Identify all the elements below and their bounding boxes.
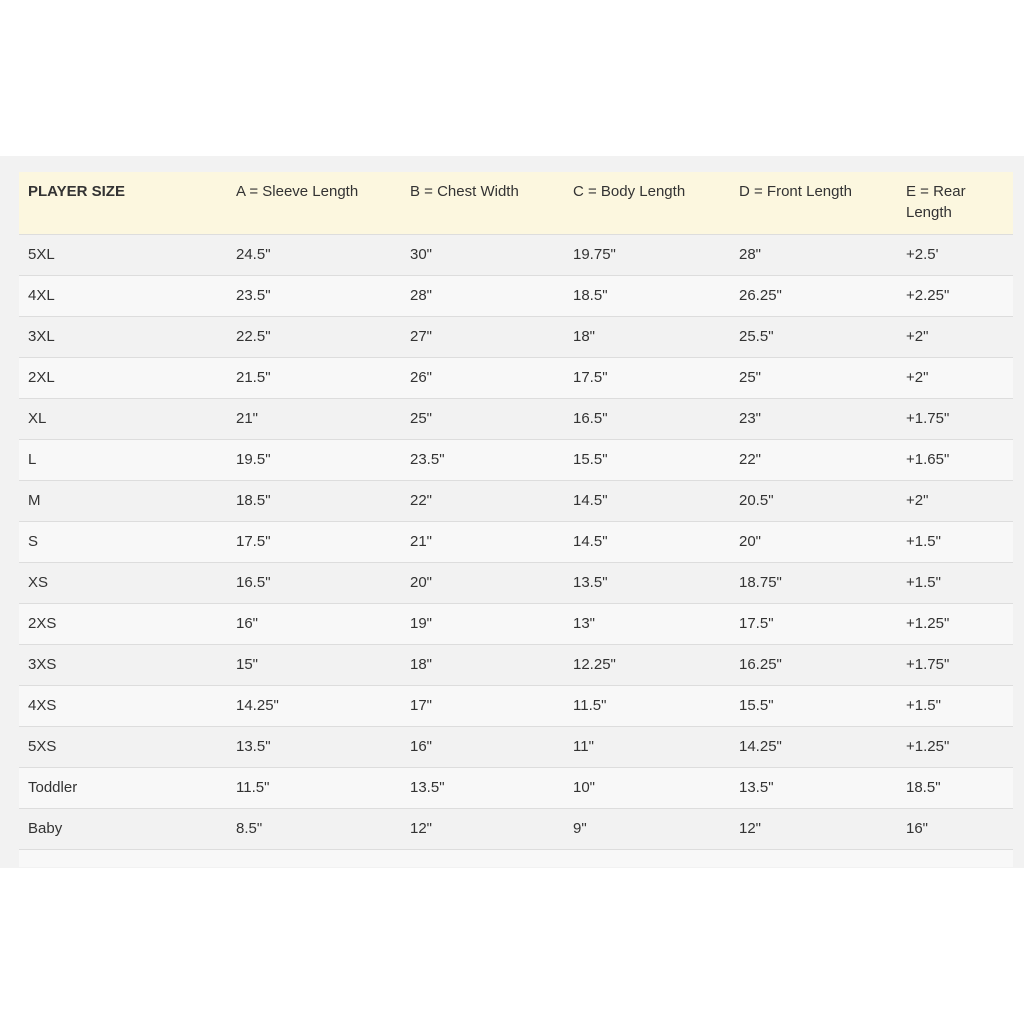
sleeve-length-cell: 13.5" <box>227 727 401 768</box>
table-row <box>19 481 1013 522</box>
table-body <box>19 235 1013 868</box>
sleeve-length-cell: 23.5" <box>227 276 401 317</box>
table-row <box>19 399 1013 440</box>
rear-length-cell: +1.65" <box>897 440 1013 481</box>
header-player-size: PLAYER SIZE <box>19 172 227 235</box>
chest-width-cell: 18" <box>401 645 564 686</box>
front-length-cell: 17.5" <box>730 604 897 645</box>
sleeve-length-cell: 19.5" <box>227 440 401 481</box>
chest-width-cell: 27" <box>401 317 564 358</box>
front-length-cell: 23" <box>730 399 897 440</box>
rear-length-cell: +1.25" <box>897 604 1013 645</box>
chest-width-cell: 19" <box>401 604 564 645</box>
table-row <box>19 358 1013 399</box>
player-size-cell: 3XS <box>19 645 227 686</box>
rear-length-cell: +1.5" <box>897 563 1013 604</box>
front-length-cell: 15.5" <box>730 686 897 727</box>
chest-width-cell: 16" <box>401 727 564 768</box>
player-size-cell: 5XL <box>19 235 227 276</box>
body-length-cell: 13" <box>564 604 730 645</box>
sleeve-length-cell: 11.5" <box>227 768 401 809</box>
chest-width-cell: 25" <box>401 399 564 440</box>
player-size-cell: Baby <box>19 809 227 850</box>
player-size-cell: 3XL <box>19 317 227 358</box>
table-row <box>19 440 1013 481</box>
rear-length-cell: +1.25" <box>897 727 1013 768</box>
front-length-cell: 25.5" <box>730 317 897 358</box>
table-row <box>19 645 1013 686</box>
front-length-cell: 20.5" <box>730 481 897 522</box>
rear-length-cell: +1.75" <box>897 399 1013 440</box>
rear-length-cell: +1.5" <box>897 686 1013 727</box>
player-size-cell: L <box>19 440 227 481</box>
header-chest-width: B = Chest Width <box>401 172 564 235</box>
table-row <box>19 563 1013 604</box>
sleeve-length-cell: 17.5" <box>227 522 401 563</box>
player-size-cell: XL <box>19 399 227 440</box>
body-length-cell: 19.75" <box>564 235 730 276</box>
front-length-cell: 14.25" <box>730 727 897 768</box>
body-length-cell: 11" <box>564 727 730 768</box>
rear-length-cell: +2.25" <box>897 276 1013 317</box>
header-sleeve-length: A = Sleeve Length <box>227 172 401 235</box>
size-chart-panel <box>0 156 1024 868</box>
front-length-cell: 25" <box>730 358 897 399</box>
front-length-cell: 20" <box>730 522 897 563</box>
sleeve-length-cell: 22.5" <box>227 317 401 358</box>
front-length-cell: 22" <box>730 440 897 481</box>
player-size-cell: Toddler <box>19 768 227 809</box>
rear-length-cell: +2" <box>897 358 1013 399</box>
front-length-cell: 12" <box>730 809 897 850</box>
body-length-cell: 9" <box>564 809 730 850</box>
player-size-cell: 5XS <box>19 727 227 768</box>
header-body-length: C = Body Length <box>564 172 730 235</box>
size-chart-table <box>19 172 1013 867</box>
rear-length-cell: 18.5" <box>897 768 1013 809</box>
chest-width-cell: 26" <box>401 358 564 399</box>
sleeve-length-cell: 14.25" <box>227 686 401 727</box>
body-length-cell: 10" <box>564 768 730 809</box>
chest-width-cell: 17" <box>401 686 564 727</box>
table-row <box>19 276 1013 317</box>
body-length-cell: 14.5" <box>564 481 730 522</box>
body-length-cell: 16.5" <box>564 399 730 440</box>
table-row <box>19 809 1013 850</box>
chest-width-cell: 30" <box>401 235 564 276</box>
player-size-cell: 2XL <box>19 358 227 399</box>
body-length-cell: 13.5" <box>564 563 730 604</box>
chest-width-cell: 12" <box>401 809 564 850</box>
table-header-row <box>19 172 1013 235</box>
rear-length-cell: +1.75" <box>897 645 1013 686</box>
sleeve-length-cell: 15" <box>227 645 401 686</box>
player-size-cell: XS <box>19 563 227 604</box>
sleeve-length-cell: 18.5" <box>227 481 401 522</box>
front-length-cell: 26.25" <box>730 276 897 317</box>
front-length-cell: 13.5" <box>730 768 897 809</box>
player-size-cell: 4XL <box>19 276 227 317</box>
table-row <box>19 317 1013 358</box>
sleeve-length-cell: 16.5" <box>227 563 401 604</box>
table-row <box>19 686 1013 727</box>
sleeve-length-cell: 16" <box>227 604 401 645</box>
table-row <box>19 604 1013 645</box>
rear-length-cell: +2" <box>897 481 1013 522</box>
chest-width-cell: 20" <box>401 563 564 604</box>
table-row <box>19 235 1013 276</box>
header-rear-length: E = Rear Length <box>897 172 1013 235</box>
body-length-cell: 18" <box>564 317 730 358</box>
table-spacer-row <box>19 850 1013 868</box>
chest-width-cell: 28" <box>401 276 564 317</box>
body-length-cell: 11.5" <box>564 686 730 727</box>
player-size-cell: S <box>19 522 227 563</box>
sleeve-length-cell: 24.5" <box>227 235 401 276</box>
body-length-cell: 12.25" <box>564 645 730 686</box>
spacer-cell <box>19 850 1013 868</box>
front-length-cell: 16.25" <box>730 645 897 686</box>
rear-length-cell: 16" <box>897 809 1013 850</box>
chest-width-cell: 21" <box>401 522 564 563</box>
sleeve-length-cell: 21.5" <box>227 358 401 399</box>
body-length-cell: 17.5" <box>564 358 730 399</box>
player-size-cell: 4XS <box>19 686 227 727</box>
body-length-cell: 15.5" <box>564 440 730 481</box>
header-front-length: D = Front Length <box>730 172 897 235</box>
table-row <box>19 768 1013 809</box>
player-size-cell: 2XS <box>19 604 227 645</box>
front-length-cell: 28" <box>730 235 897 276</box>
chest-width-cell: 23.5" <box>401 440 564 481</box>
chest-width-cell: 22" <box>401 481 564 522</box>
front-length-cell: 18.75" <box>730 563 897 604</box>
rear-length-cell: +1.5" <box>897 522 1013 563</box>
player-size-cell: M <box>19 481 227 522</box>
body-length-cell: 18.5" <box>564 276 730 317</box>
sleeve-length-cell: 21" <box>227 399 401 440</box>
sleeve-length-cell: 8.5" <box>227 809 401 850</box>
rear-length-cell: +2.5' <box>897 235 1013 276</box>
body-length-cell: 14.5" <box>564 522 730 563</box>
rear-length-cell: +2" <box>897 317 1013 358</box>
table-row <box>19 727 1013 768</box>
chest-width-cell: 13.5" <box>401 768 564 809</box>
table-row <box>19 522 1013 563</box>
